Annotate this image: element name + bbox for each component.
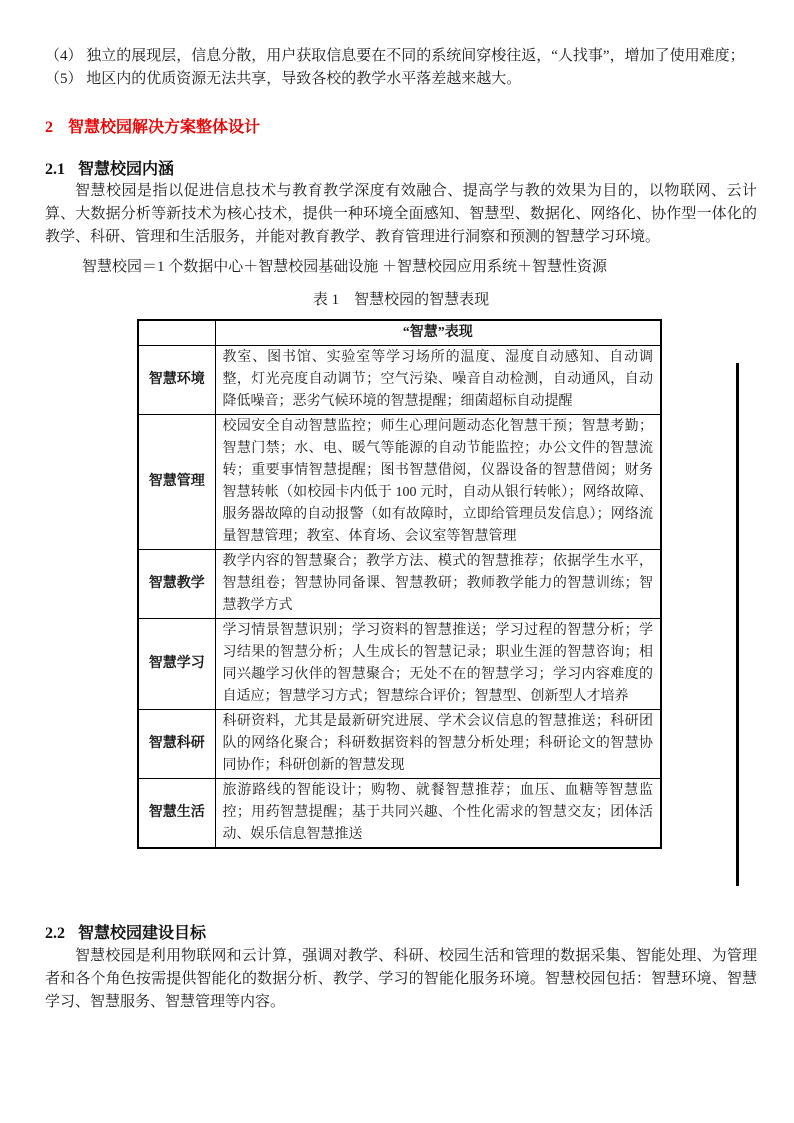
section-2-2-number: 2.2 [45,925,65,942]
row-content: 学习情景智慧识别；学习资料的智慧推送；学习过程的智慧分析；学习结果的智慧分析；人生成长的智慧记录；职业生涯的智慧咨询；相同兴趣学习伙伴的智慧聚合；无处不在的智慧学习；学习内容难度的自适应；智慧学习方式；智慧综合评价；智慧型、创新型人才培养 [215,619,661,710]
row-label: 智慧学习 [138,619,215,710]
section-2-2-heading [45,923,757,944]
section-2-1-title: 智慧校园内涵 [78,161,175,178]
header-cell-title: “智慧”表现 [215,320,661,346]
table-row [138,619,661,710]
row-label: 智慧环境 [138,346,215,415]
section-2-2-title: 智慧校园建设目标 [78,925,207,942]
table-caption: 表 1 智慧校园的智慧表现 [312,292,490,308]
header-cell-empty [138,320,215,346]
section-2-heading [45,117,757,138]
table-row [138,415,661,550]
row-label: 智慧科研 [138,710,215,779]
table-row [138,346,661,415]
table-row [138,710,661,779]
revision-change-bar [736,363,739,886]
section-2-1-paragraph: 智慧校园是指以促进信息技术与教育教学深度有效融合、提高学与教的效果为目的，以物联网、云计算、大数据分析等新技术为核心技术，提供一种环境全面感知、智慧型、数据化、网络化、协作型一体化的教学、科研、管理和生活服务，并能对教育教学、教育管理进行洞察和预测的智慧学习环境。 [45,183,757,245]
section-2-2-paragraph: 智慧校园是利用物联网和云计算，强调对教学、科研、校园生活和管理的数据采集、智能处理、为管理者和各个角色按需提供智能化的数据分析、教学、学习的智能化服务环境。智慧校园包括：智慧环境、智慧学习、智慧服务、智慧管理等内容。 [45,948,757,1010]
row-label: 智慧管理 [138,415,215,550]
table-header-row [138,320,661,346]
row-label: 智慧生活 [138,779,215,849]
row-content: 教室、图书馆、实验室等学习场所的温度、湿度自动感知、自动调整，灯光亮度自动调节；空气污染、噪音自动检测，自动通风，自动降低噪音；恶劣气候环境的智慧提醒；细菌超标自动提醒 [215,346,661,415]
row-content: 旅游路线的智能设计；购物、就餐智慧推荐；血压、血糖等智慧监控；用药智慧提醒；基于共同兴趣、个性化需求的智慧交友；团体活动、娱乐信息智慧推送 [215,779,661,849]
row-label: 智慧教学 [138,550,215,619]
section-2-1-number: 2.1 [45,161,65,178]
smart-campus-formula: 智慧校园＝1 个数据中心＋智慧校园基础设施 ＋智慧校园应用系统＋智慧性资源 [82,259,608,275]
list-item-5: （5） 地区内的优质资源无法共享，导致各校的教学水平落差越来越大。 [45,71,522,87]
row-content: 科研资料，尤其是最新研究进展、学术会议信息的智慧推送；科研团队的网络化聚合；科研数据资料的智慧分析处理；科研论文的智慧协同协作；科研创新的智慧发现 [215,710,661,779]
smart-campus-table [137,319,662,849]
table-row [138,550,661,619]
section-2-number: 2 [45,119,53,136]
table-header [138,320,661,346]
section-2-1-heading [45,159,757,180]
row-content: 教学内容的智慧聚合；教学方法、模式的智慧推荐；依据学生水平，智慧组卷；智慧协同备课、智慧教研；教师教学能力的智慧训练；智慧教学方式 [215,550,661,619]
row-content: 校园安全自动智慧监控；师生心理问题动态化智慧干预；智慧考勤；智慧门禁；水、电、暖气等能源的自动节能监控；办公文件的智慧流转；重要事情智慧提醒；图书智慧借阅，仪器设备的智慧借阅；财务智慧转帐（如校园卡内低于 100 元时，自动从银行转帐）；网络故障、服务器故障的自动报警（如有故障时，立即给管理员发信息）；网络流量智慧管理；教室、体育场、会议室等智慧管理 [215,415,661,550]
list-item-4: （4） 独立的展现层，信息分散，用户获取信息要在不同的系统间穿梭往返，“人找事”，增加了使用难度； [45,48,745,64]
table-row [138,779,661,849]
section-2-title: 智慧校园解决方案整体设计 [68,119,261,136]
smart-table-body [138,346,661,849]
